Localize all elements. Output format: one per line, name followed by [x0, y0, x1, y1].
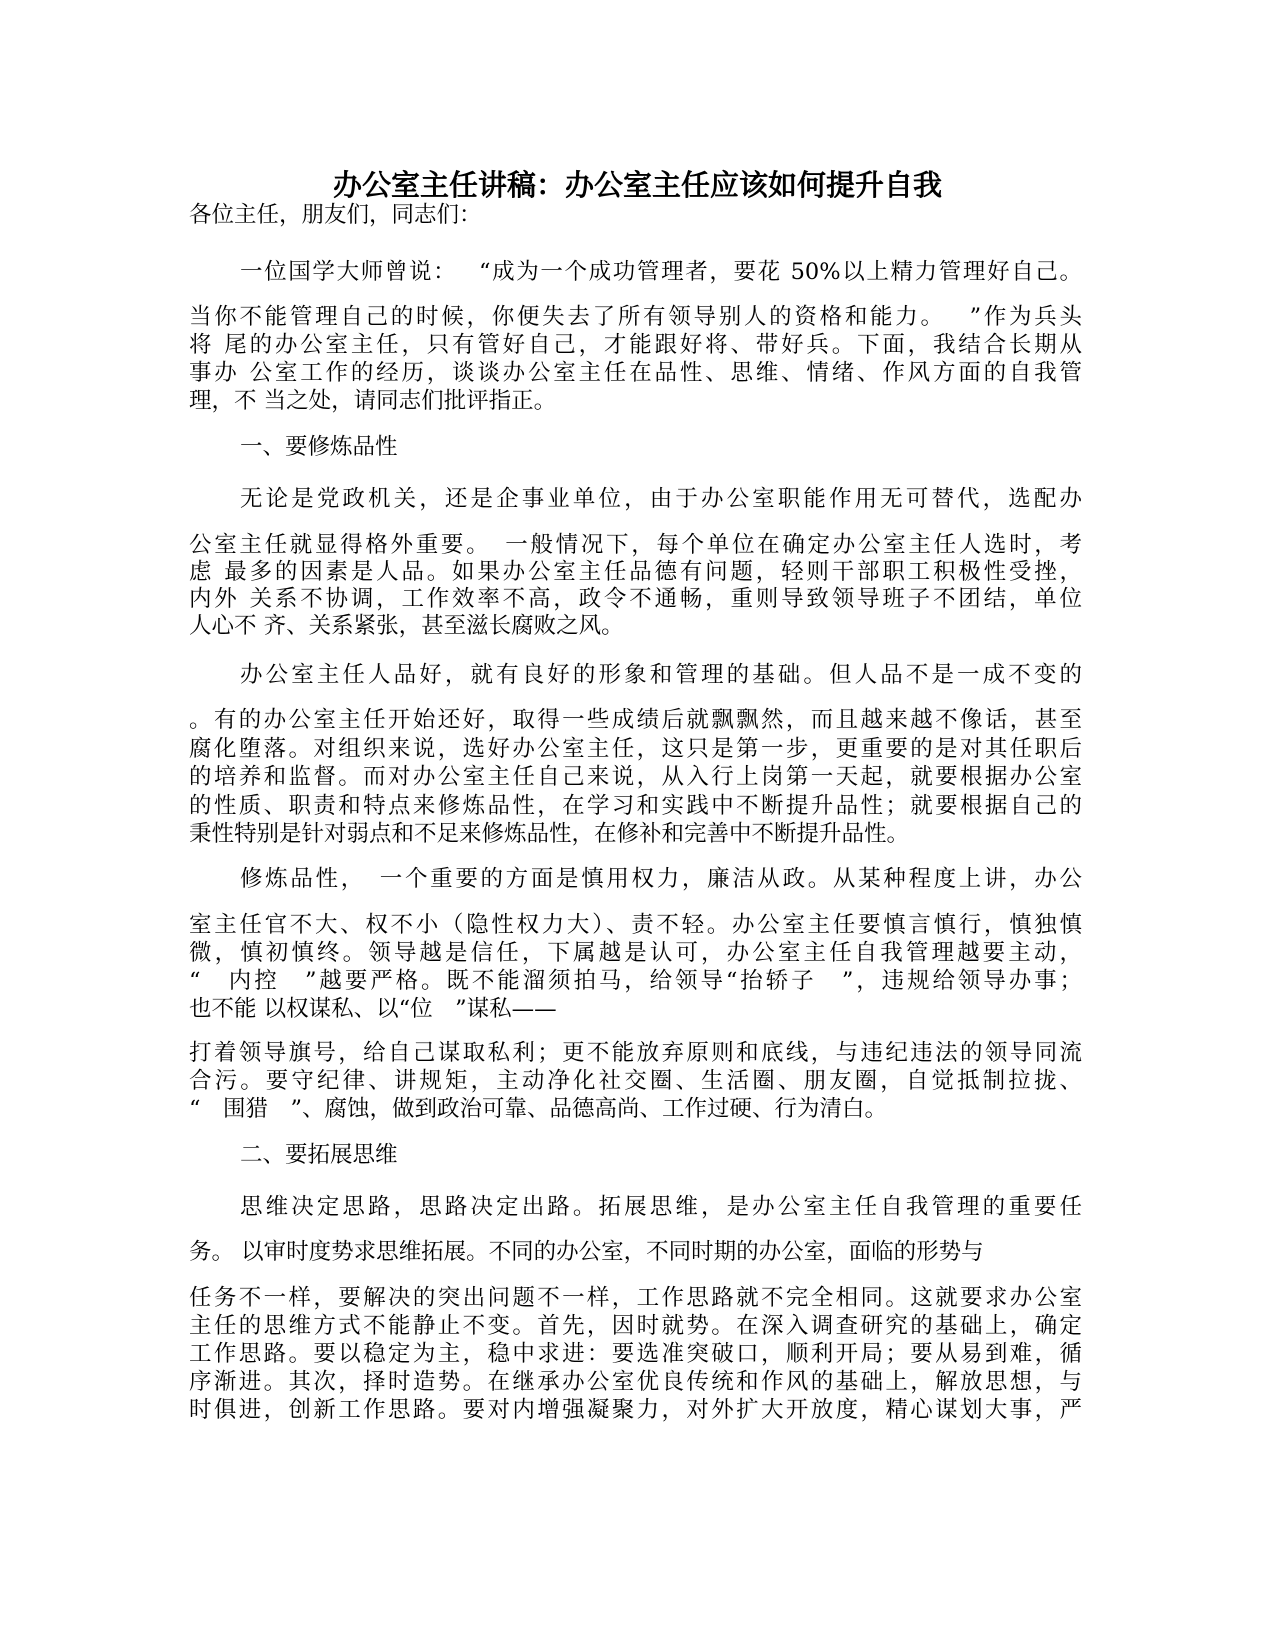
- paragraph-line: 时俱进，创新工作思路。要对内增强凝聚力，对外扩大开放度，精心谋划大事，严: [189, 1397, 1082, 1423]
- paragraph-line: 将 尾的办公室主任，只有管好自己，才能跟好将、带好兵。下面，我结合长期从: [189, 332, 1082, 358]
- paragraph-line: 室主任官不大、权不小（隐性权力大）、责不轻。办公室主任要慎言慎行，慎独慎: [189, 912, 1082, 938]
- paragraph-line: 的培养和监督。而对办公室主任自己来说，从入行上岗第一天起，就要根据办公室: [189, 764, 1082, 790]
- paragraph-line: 人心不 齐、关系紧张，甚至滋长腐败之风。: [189, 613, 624, 639]
- paragraph-line: 主任的思维方式不能静止不变。首先，因时就势。在深入调查研究的基础上，确定: [189, 1313, 1082, 1339]
- paragraph-line: 务。 以审时度势求思维拓展。不同的办公室，不同时期的办公室，面临的形势与: [189, 1239, 984, 1265]
- paragraph-line: 合污。要守纪律、讲规矩，主动净化社交圈、生活圈、朋友圈，自觉抵制拉拢、: [189, 1068, 1082, 1094]
- paragraph-line: 内外 关系不协调，工作效率不高，政令不通畅，重则导致领导班子不团结，单位: [189, 586, 1082, 612]
- paragraph-line: 一位国学大师曾说： “成为一个成功管理者，要花 50%以上精力管理好自己。: [240, 259, 1082, 285]
- paragraph-line: 的性质、职责和特点来修炼品性，在学习和实践中不断提升品性；就要根据自己的: [189, 793, 1082, 819]
- paragraph-line: 无论是党政机关，还是企事业单位，由于办公室职能作用无可替代，选配办: [240, 486, 1082, 512]
- paragraph-line: 思维决定思路，思路决定出路。拓展思维，是办公室主任自我管理的重要任: [240, 1194, 1082, 1220]
- paragraph-line: 。有的办公室主任开始还好，取得一些成绩后就飘飘然，而且越来越不像话，甚至: [189, 707, 1082, 733]
- paragraph-line: 公室主任就显得格外重要。 一般情况下，每个单位在确定办公室主任人选时，考: [189, 532, 1082, 558]
- section-heading: 一、要修炼品性: [240, 434, 398, 460]
- paragraph-line: 当你不能管理自己的时候，你便失去了所有领导别人的资格和能力。 ”作为兵头: [189, 304, 1082, 330]
- paragraph-line: “ 围猎 ”、腐蚀，做到政治可靠、品德高尚、工作过硬、行为清白。: [189, 1096, 888, 1122]
- paragraph-line: 理，不 当之处，请同志们批评指正。: [189, 388, 557, 414]
- paragraph-line: 打着领导旗号，给自己谋取私利；更不能放弃原则和底线，与违纪违法的领导同流: [189, 1040, 1082, 1066]
- document-title: 办公室主任讲稿：办公室主任应该如何提升自我: [332, 168, 942, 202]
- paragraph-line: 秉性特别是针对弱点和不足来修炼品性，在修补和完善中不断提升品性。: [189, 821, 910, 847]
- greeting: 各位主任，朋友们，同志们：: [189, 202, 482, 228]
- paragraph-line: 微，慎初慎终。领导越是信任，下属越是认可，办公室主任自我管理越要主动，: [189, 940, 1082, 966]
- paragraph-line: 序渐进。其次，择时造势。在继承办公室优良传统和作风的基础上，解放思想，与: [189, 1369, 1082, 1395]
- section-heading: 二、要拓展思维: [240, 1142, 398, 1168]
- paragraph-line: 办公室主任人品好，就有良好的形象和管理的基础。但人品不是一成不变的: [240, 662, 1082, 688]
- paragraph-line: 事办 公室工作的经历，谈谈办公室主任在品性、思维、情绪、作风方面的自我管: [189, 360, 1082, 386]
- paragraph-line: “ 内控 ”越要严格。既不能溜须拍马，给领导“抬轿子 ”，违规给领导办事；: [189, 968, 1082, 994]
- paragraph-line: 也不能 以权谋私、以“位 ”谋私——: [189, 996, 557, 1022]
- paragraph-line: 任务不一样，要解决的突出问题不一样，工作思路就不完全相同。这就要求办公室: [189, 1285, 1082, 1311]
- paragraph-line: 腐化堕落。对组织来说，选好办公室主任，这只是第一步，更重要的是对其任职后: [189, 736, 1082, 762]
- paragraph-line: 虑 最多的因素是人品。如果办公室主任品德有问题，轻则干部职工积极性受挫，: [189, 559, 1082, 585]
- paragraph-line: 修炼品性， 一个重要的方面是慎用权力，廉洁从政。从某种程度上讲，办公: [240, 866, 1082, 892]
- paragraph-line: 工作思路。要以稳定为主，稳中求进：要选准突破口，顺利开局；要从易到难，循: [189, 1341, 1082, 1367]
